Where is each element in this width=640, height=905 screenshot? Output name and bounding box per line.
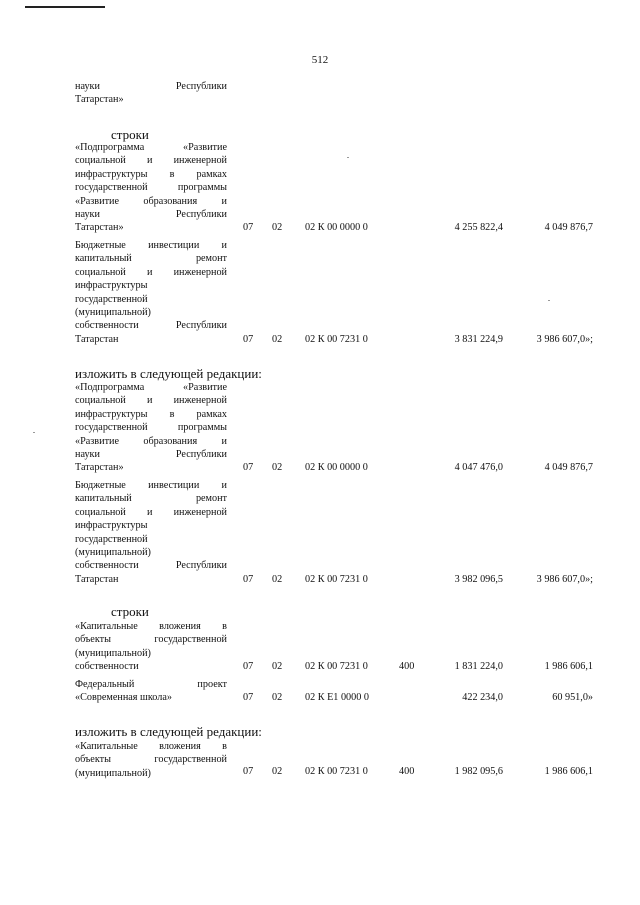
- description-line: объекты государственной: [75, 754, 227, 766]
- target-code: 02 К 00 0000 0: [305, 222, 368, 233]
- amount-year-1: 422 234,0: [462, 692, 503, 703]
- amount-year-1: 3 831 224,9: [454, 334, 503, 345]
- description-line: Татарстан: [75, 573, 119, 585]
- description-line: «Развитие образования и: [75, 435, 227, 447]
- description-line: собственности Республики: [75, 320, 227, 332]
- description-line: собственности Республики: [75, 560, 227, 572]
- row-description: [75, 479, 227, 586]
- description-line: объекты государственной: [75, 634, 227, 646]
- amount-year-1: 3 982 096,5: [454, 574, 503, 585]
- description-line: государственной программы: [75, 422, 227, 434]
- description-line: «Современная школа»: [75, 692, 172, 704]
- target-code: 02 К 00 0000 0: [305, 462, 368, 473]
- description-line: Татарстан»: [75, 462, 124, 474]
- description-line: науки Республики: [75, 209, 227, 221]
- description-line: (муниципальной): [75, 547, 151, 559]
- description-line: науки Республики: [75, 449, 227, 461]
- target-code: 02 К 00 7231 0: [305, 661, 368, 672]
- expense-type-code: 400: [399, 766, 415, 777]
- section-heading: строки: [111, 127, 149, 142]
- description-line: науки Республики: [75, 81, 227, 92]
- scan-edge-line: [25, 6, 105, 8]
- section-heading: строки: [111, 604, 149, 619]
- amount-year-1: 4 255 822,4: [454, 222, 503, 233]
- description-line: государственной: [75, 293, 148, 305]
- row-description: [75, 381, 227, 475]
- description-line: капитальный ремонт: [75, 493, 227, 505]
- amount-year-1: 1 982 095,6: [454, 766, 503, 777]
- subsection-code: 02: [272, 222, 283, 233]
- section-code: 07: [243, 692, 254, 703]
- page-number: 512: [311, 54, 329, 66]
- row-description: [75, 678, 227, 705]
- row-description: [75, 620, 227, 674]
- section-code: 07: [243, 222, 254, 233]
- description-line: «Развитие образования и: [75, 195, 227, 207]
- description-line: инфраструктуры: [75, 280, 148, 292]
- description-line: (муниципальной): [75, 307, 151, 319]
- description-line: (муниципальной): [75, 767, 151, 779]
- expense-type-code: 400: [399, 661, 415, 672]
- row-description: [75, 740, 227, 780]
- amount-year-2: 4 049 876,7: [544, 462, 593, 473]
- amount-year-2: 4 049 876,7: [544, 222, 593, 233]
- description-line: инфраструктуры: [75, 520, 148, 532]
- row-description: [75, 80, 227, 107]
- scan-speck: [548, 300, 550, 301]
- section-heading: изложить в следующей редакции:: [75, 366, 262, 381]
- description-line: государственной: [75, 533, 148, 545]
- description-line: «Подпрограмма «Развитие: [75, 142, 227, 153]
- section-code: 07: [243, 766, 254, 777]
- description-line: Федеральный проект: [75, 679, 227, 690]
- description-line: социальной и инженерной: [75, 155, 227, 167]
- amount-year-1: 4 047 476,0: [454, 462, 503, 473]
- subsection-code: 02: [272, 462, 283, 473]
- scan-speck: [33, 432, 35, 433]
- target-code: 02 К Е1 0000 0: [305, 692, 369, 703]
- amount-year-2: 3 986 607,0»;: [536, 574, 593, 585]
- target-code: 02 К 00 7231 0: [305, 574, 368, 585]
- subsection-code: 02: [272, 334, 283, 345]
- scan-speck: [347, 157, 349, 158]
- row-description: [75, 141, 227, 235]
- description-line: «Капитальные вложения в: [75, 741, 227, 752]
- amount-year-1: 1 831 224,0: [454, 661, 503, 672]
- description-line: социальной и инженерной: [75, 266, 227, 278]
- subsection-code: 02: [272, 692, 283, 703]
- subsection-code: 02: [272, 661, 283, 672]
- description-line: «Подпрограмма «Развитие: [75, 382, 227, 393]
- description-line: Татарстан»: [75, 222, 124, 234]
- amount-year-2: 1 986 606,1: [544, 661, 593, 672]
- amount-year-2: 60 951,0»: [552, 692, 593, 703]
- target-code: 02 К 00 7231 0: [305, 334, 368, 345]
- description-line: Татарстан»: [75, 94, 124, 106]
- description-line: Бюджетные инвестиции и: [75, 240, 227, 251]
- amount-year-2: 1 986 606,1: [544, 766, 593, 777]
- row-description: [75, 239, 227, 346]
- description-line: Бюджетные инвестиции и: [75, 480, 227, 491]
- section-code: 07: [243, 334, 254, 345]
- section-code: 07: [243, 462, 254, 473]
- subsection-code: 02: [272, 574, 283, 585]
- description-line: Татарстан: [75, 333, 119, 345]
- description-line: государственной программы: [75, 182, 227, 194]
- description-line: «Капитальные вложения в: [75, 621, 227, 632]
- description-line: социальной и инженерной: [75, 506, 227, 518]
- description-line: (муниципальной): [75, 647, 151, 659]
- description-line: капитальный ремонт: [75, 253, 227, 265]
- description-line: инфраструктуры в рамках: [75, 168, 227, 180]
- description-line: собственности: [75, 661, 139, 673]
- target-code: 02 К 00 7231 0: [305, 766, 368, 777]
- description-line: инфраструктуры в рамках: [75, 408, 227, 420]
- section-heading: изложить в следующей редакции:: [75, 724, 262, 739]
- subsection-code: 02: [272, 766, 283, 777]
- amount-year-2: 3 986 607,0»;: [536, 334, 593, 345]
- section-code: 07: [243, 661, 254, 672]
- description-line: социальной и инженерной: [75, 395, 227, 407]
- section-code: 07: [243, 574, 254, 585]
